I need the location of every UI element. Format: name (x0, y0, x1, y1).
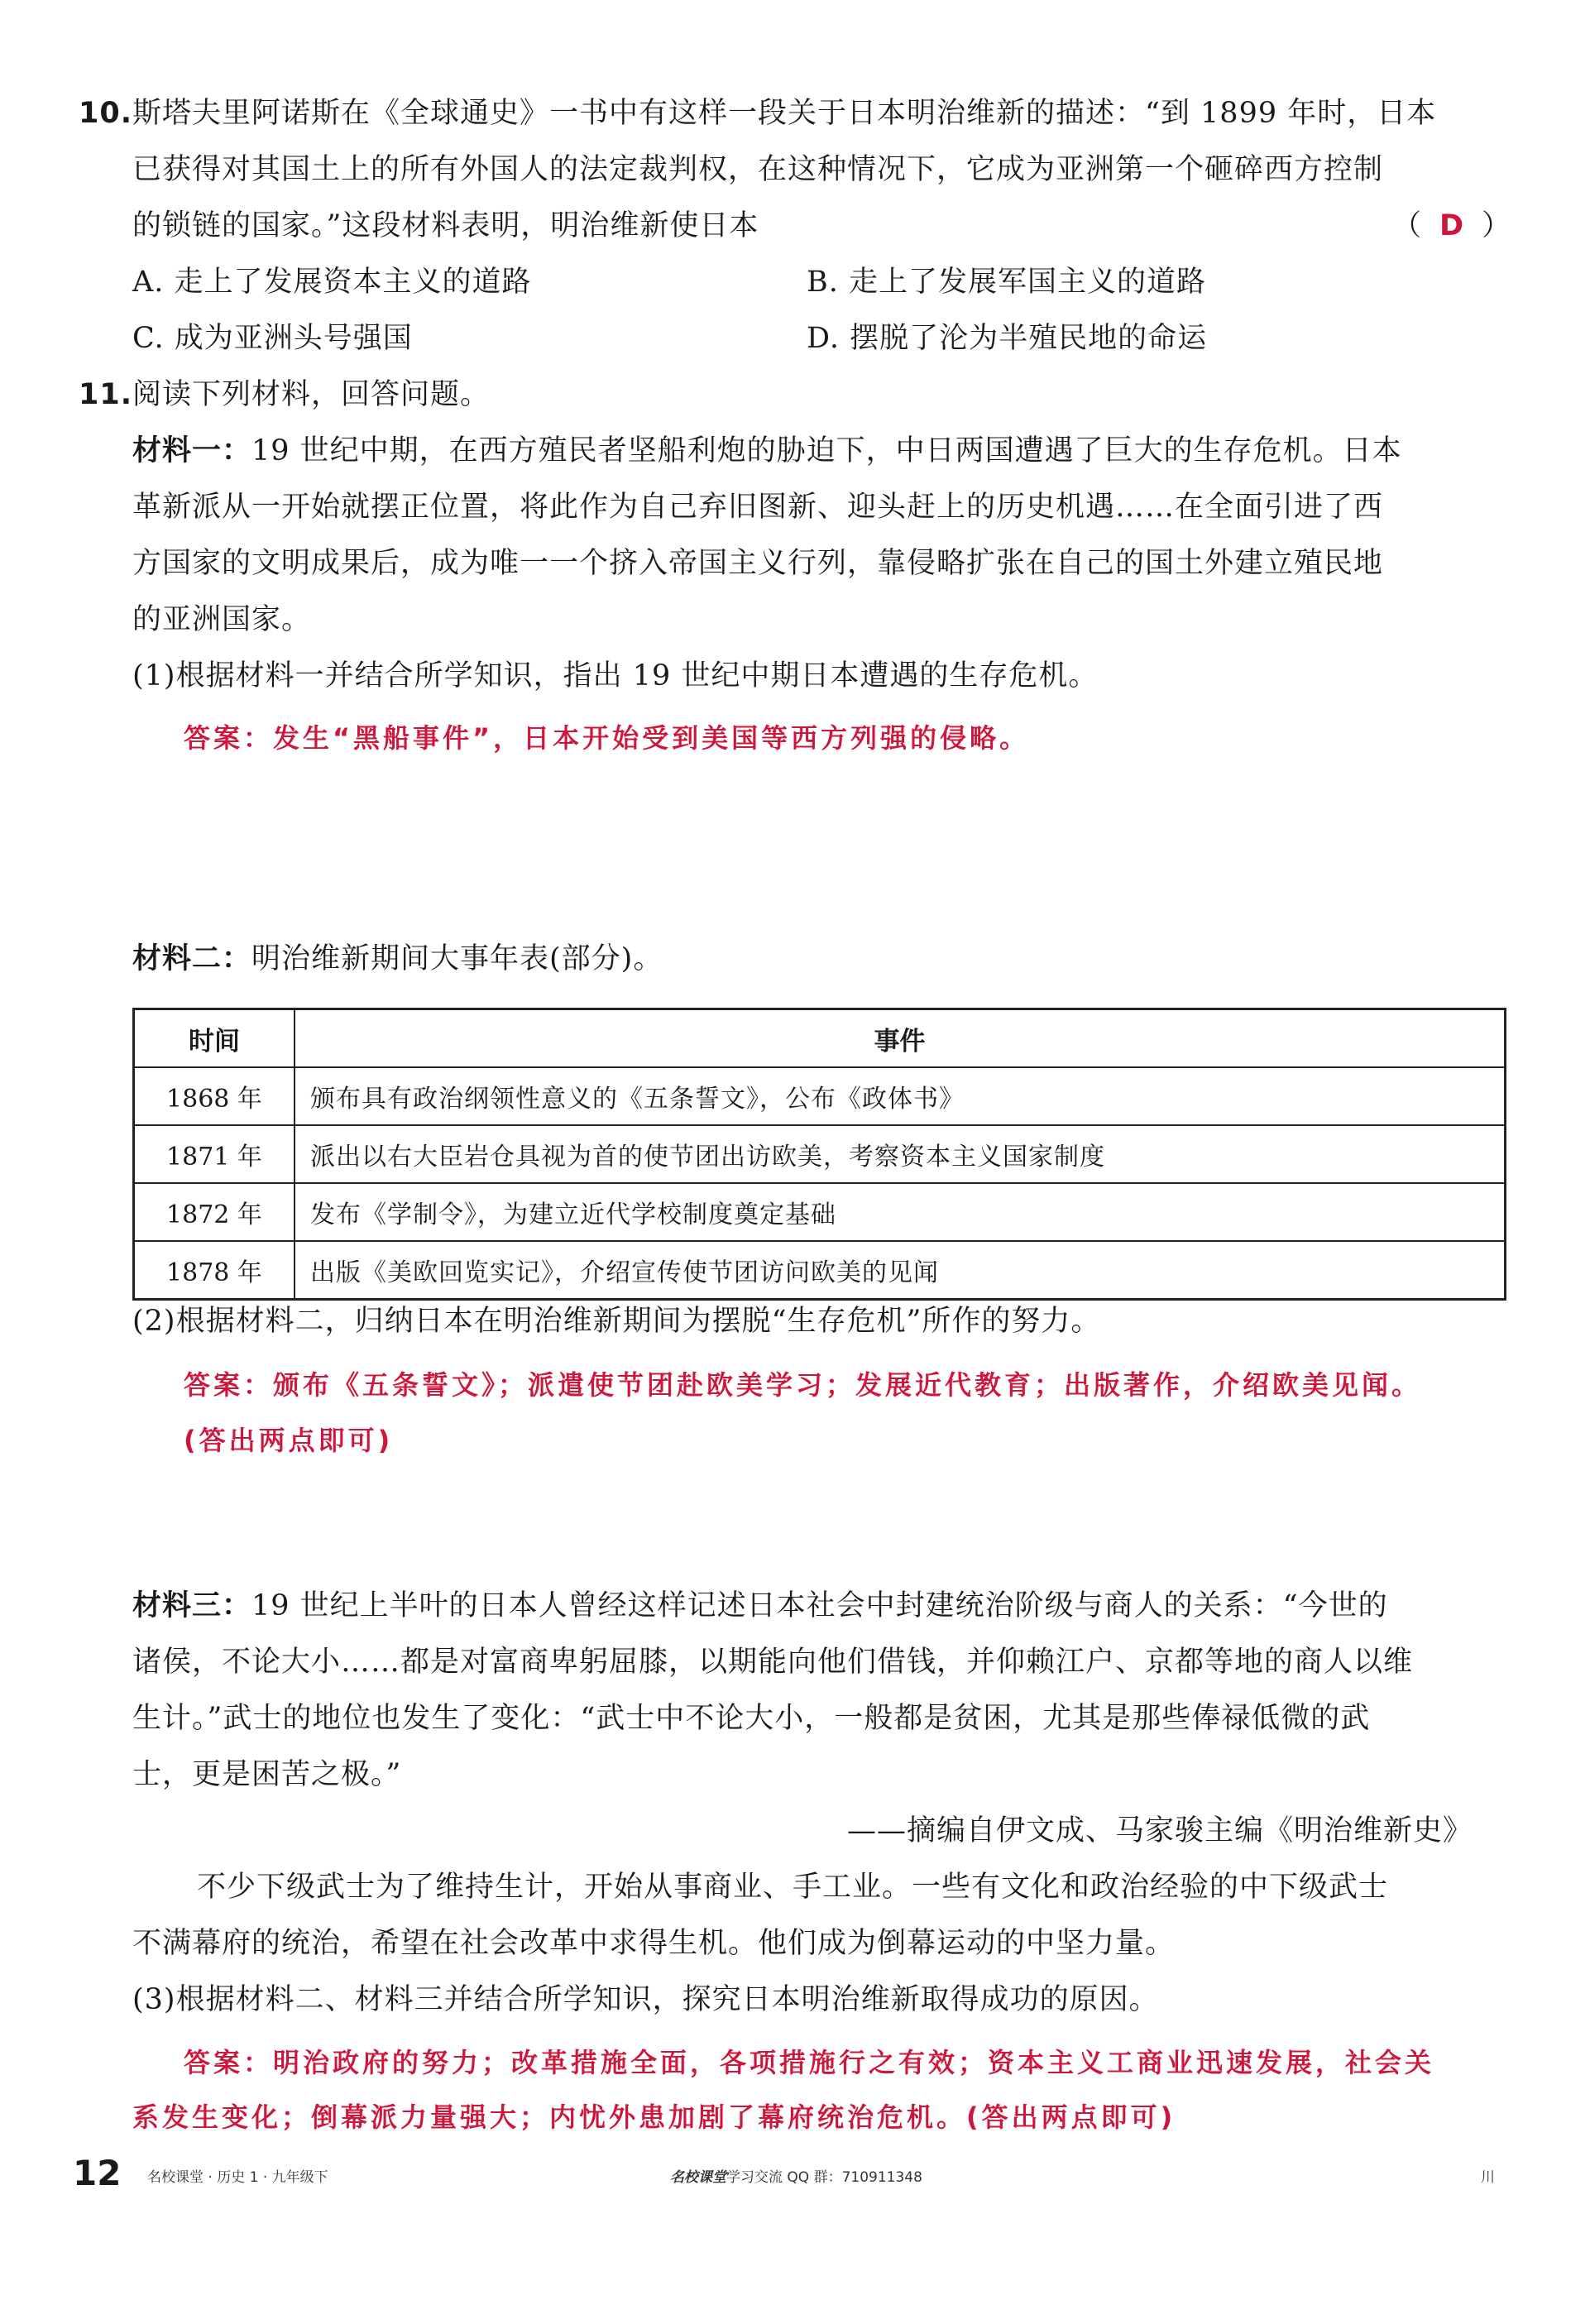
page-number: 12 (73, 2153, 122, 2193)
table-row (134, 1183, 1506, 1241)
q10-line2: 已获得对其国土上的所有外国人的法定裁判权，在这种情况下，它成为亚洲第一个砸碎西方控制 (132, 153, 1384, 186)
footer-mark: 川 (1481, 2169, 1495, 2186)
q10-line3: 的锁链的国家。”这段材料表明，明治维新使日本 (132, 209, 759, 242)
sub3-question: (3)根据材料二、材料三并结合所学知识，探究日本明治维新取得成功的原因。 (132, 1983, 1159, 2016)
m1-line4: 的亚洲国家。 (132, 603, 312, 636)
footer-qq-group: 名校课堂学习交流 QQ 群：710911348 (670, 2169, 922, 2186)
q10-answer: D (1439, 209, 1464, 242)
m3-line2: 诸侯，不论大小……都是对富商卑躬屈膝，以期能向他们借钱，并仰赖江户、京都等地的商人以维 (132, 1646, 1414, 1679)
header-time: 时间 (134, 1009, 295, 1068)
q11-prompt: 11.阅读下列材料，回答问题。 (79, 378, 491, 411)
q11-number: 11. (79, 378, 133, 411)
sub3-answer-line1: 答案：明治政府的努力；改革措施全面，各项措施行之有效；资本主义工商业迅速发展，社会关 (184, 2047, 1435, 2078)
q10-answer-bracket: （ D ） (1392, 209, 1511, 242)
header-event: 事件 (295, 1009, 1506, 1068)
sub2-answer-line1: 答案：颁布《五条誓文》；派遣使节团赴欧美学习；发展近代教育；出版著作，介绍欧美见闻。 (184, 1369, 1422, 1401)
row-year: 1878 年 (134, 1241, 295, 1300)
footer-book-title: 名校课堂 · 历史 1 · 九年级下 (147, 2169, 328, 2186)
row-year: 1871 年 (134, 1125, 295, 1183)
m3-line1: 材料三：19 世纪上半叶的日本人曾经这样记述日本社会中封建统治阶级与商人的关系：“今世的 (132, 1589, 1388, 1622)
sub1-question: (1)根据材料一并结合所学知识，指出 19 世纪中期日本遭遇的生存危机。 (132, 659, 1099, 692)
m2-label: 材料二： (132, 942, 252, 975)
m3-para-line2: 不满幕府的统治，希望在社会改革中求得生机。他们成为倒幕运动的中坚力量。 (132, 1927, 1176, 1960)
m3-para-line1: 不少下级武士为了维持生计，开始从事商业、手工业。一些有文化和政治经验的中下级武士 (197, 1871, 1389, 1904)
m3-line4: 士，更是困苦之极。” (132, 1758, 402, 1791)
q10-option-d: D. 摆脱了沦为半殖民地的命运 (807, 322, 1208, 355)
table-header-row (134, 1009, 1506, 1068)
row-year: 1872 年 (134, 1183, 295, 1241)
sub3-answer-line2: 系发生变化；倒幕派力量强大；内忧外患加剧了幕府统治危机。(答出两点即可) (132, 2101, 1176, 2133)
sub2-answer-line2: (答出两点即可) (184, 1425, 394, 1456)
row-event: 颁布具有政治纲领性意义的《五条誓文》，公布《政体书》 (295, 1067, 1506, 1125)
q10-option-c: C. 成为亚洲头号强国 (132, 322, 413, 355)
m2-intro: 材料二：明治维新期间大事年表(部分)。 (132, 942, 663, 975)
m1-line1: 材料一：19 世纪中期，在西方殖民者坚船利炮的胁迫下，中日两国遭遇了巨大的生存危机。日本 (132, 434, 1402, 467)
m3-line3: 生计。”武士的地位也发生了变化：“武士中不论大小，一般都是贫困，尤其是那些俸禄低微的武 (132, 1702, 1371, 1735)
q10-option-a: A. 走上了发展资本主义的道路 (132, 266, 532, 299)
q10-option-b: B. 走上了发展军国主义的道路 (807, 266, 1206, 299)
sub1-answer: 答案：发生“黑船事件”，日本开始受到美国等西方列强的侵略。 (184, 722, 1030, 754)
row-event: 发布《学制令》，为建立近代学校制度奠定基础 (295, 1183, 1506, 1241)
m1-line2: 革新派从一开始就摆正位置，将此作为自己弃旧图新、迎头赶上的历史机遇……在全面引进了西 (132, 491, 1384, 524)
m3-source: ——摘编自伊文成、马家骏主编《明治维新史》 (847, 1814, 1473, 1847)
row-event: 派出以右大臣岩仓具视为首的使节团出访欧美，考察资本主义国家制度 (295, 1125, 1506, 1183)
q10-number: 10. (79, 97, 133, 130)
table-row (134, 1125, 1506, 1183)
q10-line1: 10.斯塔夫里阿诺斯在《全球通史》一书中有这样一段关于日本明治维新的描述：“到 1899 年时，日本 (79, 97, 1437, 130)
sub2-question: (2)根据材料二，归纳日本在明治维新期间为摆脱“生存危机”所作的努力。 (132, 1305, 1101, 1338)
footer-brand-logo: 名校课堂 (670, 2169, 726, 2186)
m1-line3: 方国家的文明成果后，成为唯一一个挤入帝国主义行列，靠侵略扩张在自己的国土外建立殖民地 (132, 547, 1384, 580)
row-year: 1868 年 (134, 1067, 295, 1125)
events-table (132, 1008, 1506, 1301)
table-row (134, 1067, 1506, 1125)
row-event: 出版《美欧回览实记》，介绍宣传使节团访问欧美的见闻 (295, 1241, 1506, 1300)
m3-label: 材料三： (132, 1589, 252, 1622)
m1-label: 材料一： (132, 434, 252, 467)
table-row (134, 1241, 1506, 1300)
